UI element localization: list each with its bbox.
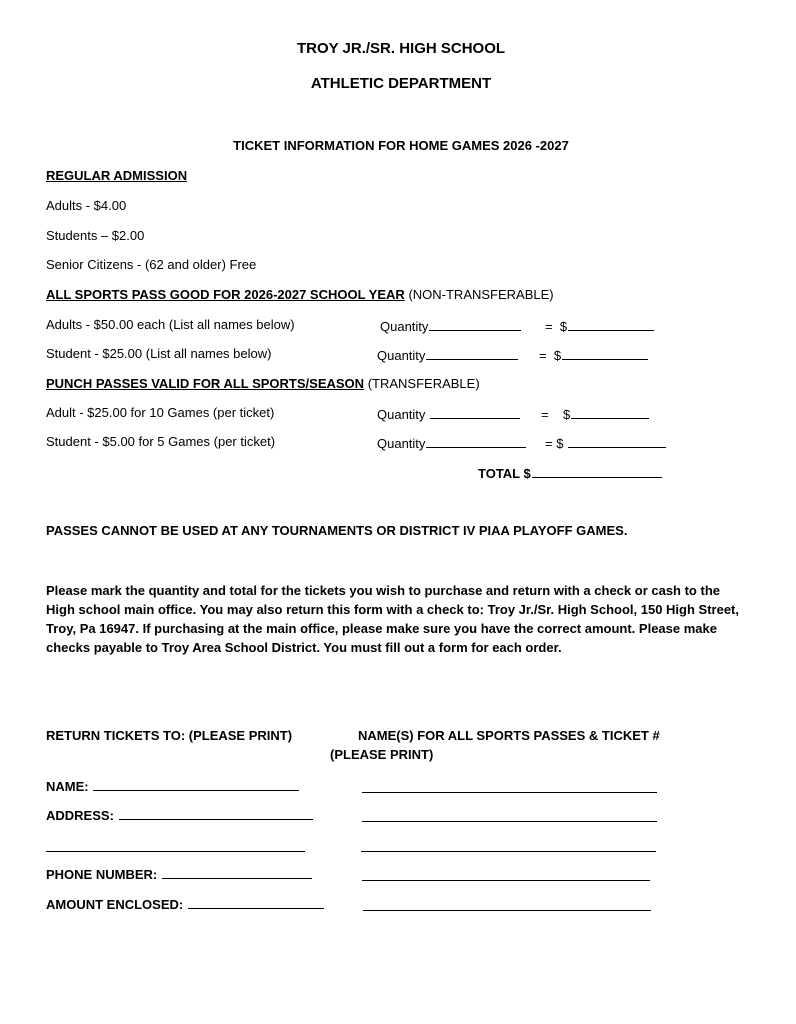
quantity-label: Quantity (377, 407, 426, 422)
phone-blank[interactable] (162, 865, 312, 879)
pass-name-line[interactable] (362, 880, 650, 881)
ticket-info-subtitle: TICKET INFORMATION FOR HOME GAMES 2026 -2027 (233, 138, 569, 153)
name-label: NAME: (46, 779, 89, 794)
address-field[interactable] (46, 806, 313, 823)
quantity-label: Quantity (377, 436, 426, 451)
quantity-blank[interactable] (426, 346, 518, 360)
amount-enclosed-label: AMOUNT ENCLOSED: (46, 897, 184, 912)
punch-pass-student-quantity[interactable] (377, 434, 526, 451)
sports-pass-heading: ALL SPORTS PASS GOOD FOR 2026-2027 SCHOOL YEAR (46, 287, 405, 302)
pass-name-line[interactable] (363, 910, 651, 911)
pass-name-line[interactable] (362, 792, 657, 793)
adult-price: Adults - $4.00 (46, 198, 127, 213)
dollar-sign: $ (563, 407, 571, 422)
senior-price: Senior Citizens - (62 and older) Free (46, 257, 257, 272)
regular-admission-heading: REGULAR ADMISSION (46, 168, 188, 183)
amount-enclosed-blank[interactable] (188, 895, 324, 909)
instructions-paragraph: Please mark the quantity and total for the tickets you wish to purchase and return with a check or cash to the High school main office. You may also return this form with a check to: Troy Jr./Sr. High School, 150 High Street, Troy, Pa 16947. If purchasing at the main office, please make sure you have the correct amount. Please make checks payable to Troy Area School District. You must fill out a form for each order. (46, 583, 739, 655)
punch-pass-note: (TRANSFERABLE) (367, 376, 480, 391)
department-title: ATHLETIC DEPARTMENT (310, 75, 492, 92)
punch-pass-adult-quantity[interactable] (377, 405, 520, 422)
names-heading: NAME(S) FOR ALL SPORTS PASSES & TICKET # (358, 728, 660, 743)
sports-pass-note: (NON-TRANSFERABLE) (408, 287, 554, 302)
punch-pass-adult-label: Adult - $25.00 for 10 Games (per ticket) (46, 405, 275, 420)
passes-notice: PASSES CANNOT BE USED AT ANY TOURNAMENTS OR DISTRICT IV PIAA PLAYOFF GAMES. (46, 523, 628, 538)
pass-name-line[interactable] (361, 851, 656, 852)
punch-pass-adult-total[interactable] (541, 405, 649, 422)
sports-pass-adult-total[interactable] (545, 317, 654, 334)
address-blank[interactable] (119, 806, 313, 820)
sports-pass-adult-quantity[interactable] (380, 317, 521, 334)
punch-pass-heading: PUNCH PASSES VALID FOR ALL SPORTS/SEASON (46, 376, 365, 391)
amount-enclosed-field[interactable] (46, 895, 324, 912)
dollar-sign: $ (559, 319, 568, 334)
equals-sign: = (539, 348, 547, 363)
punch-pass-heading-line (46, 376, 480, 391)
return-tickets-heading: RETURN TICKETS TO: (PLEASE PRINT) (46, 728, 293, 743)
equals-sign: = (545, 436, 553, 451)
phone-label: PHONE NUMBER: (46, 867, 158, 882)
sports-pass-student-total[interactable] (539, 346, 648, 363)
total-blank[interactable] (568, 434, 666, 448)
grand-total-blank[interactable] (532, 464, 662, 478)
total-label: TOTAL $ (478, 466, 531, 481)
quantity-label: Quantity (380, 319, 429, 334)
name-field[interactable] (46, 777, 299, 794)
quantity-blank[interactable] (429, 317, 521, 331)
name-blank[interactable] (93, 777, 299, 791)
sports-pass-student-label: Student - $25.00 (List all names below) (46, 346, 272, 361)
sports-pass-student-quantity[interactable] (377, 346, 518, 363)
quantity-label: Quantity (377, 348, 426, 363)
total-blank[interactable] (562, 346, 648, 360)
school-name: TROY JR./SR. HIGH SCHOOL (296, 40, 506, 57)
equals-sign: = (541, 407, 549, 422)
equals-sign: = (545, 319, 553, 334)
sports-pass-adult-label: Adults - $50.00 each (List all names below) (46, 317, 295, 332)
quantity-blank[interactable] (426, 434, 526, 448)
punch-pass-student-total[interactable] (545, 434, 666, 451)
address-second-line[interactable] (46, 851, 305, 852)
quantity-blank[interactable] (430, 405, 520, 419)
address-label: ADDRESS: (46, 808, 114, 823)
dollar-sign: $ (556, 436, 564, 451)
total-blank[interactable] (571, 405, 649, 419)
student-price: Students – $2.00 (46, 228, 145, 243)
names-subheading: (PLEASE PRINT) (330, 747, 434, 762)
dollar-sign: $ (553, 348, 562, 363)
phone-field[interactable] (46, 865, 312, 882)
total-blank[interactable] (568, 317, 654, 331)
pass-name-line[interactable] (362, 821, 657, 822)
punch-pass-student-label: Student - $5.00 for 5 Games (per ticket) (46, 434, 276, 449)
grand-total[interactable] (478, 464, 662, 481)
sports-pass-heading-line (46, 287, 554, 302)
